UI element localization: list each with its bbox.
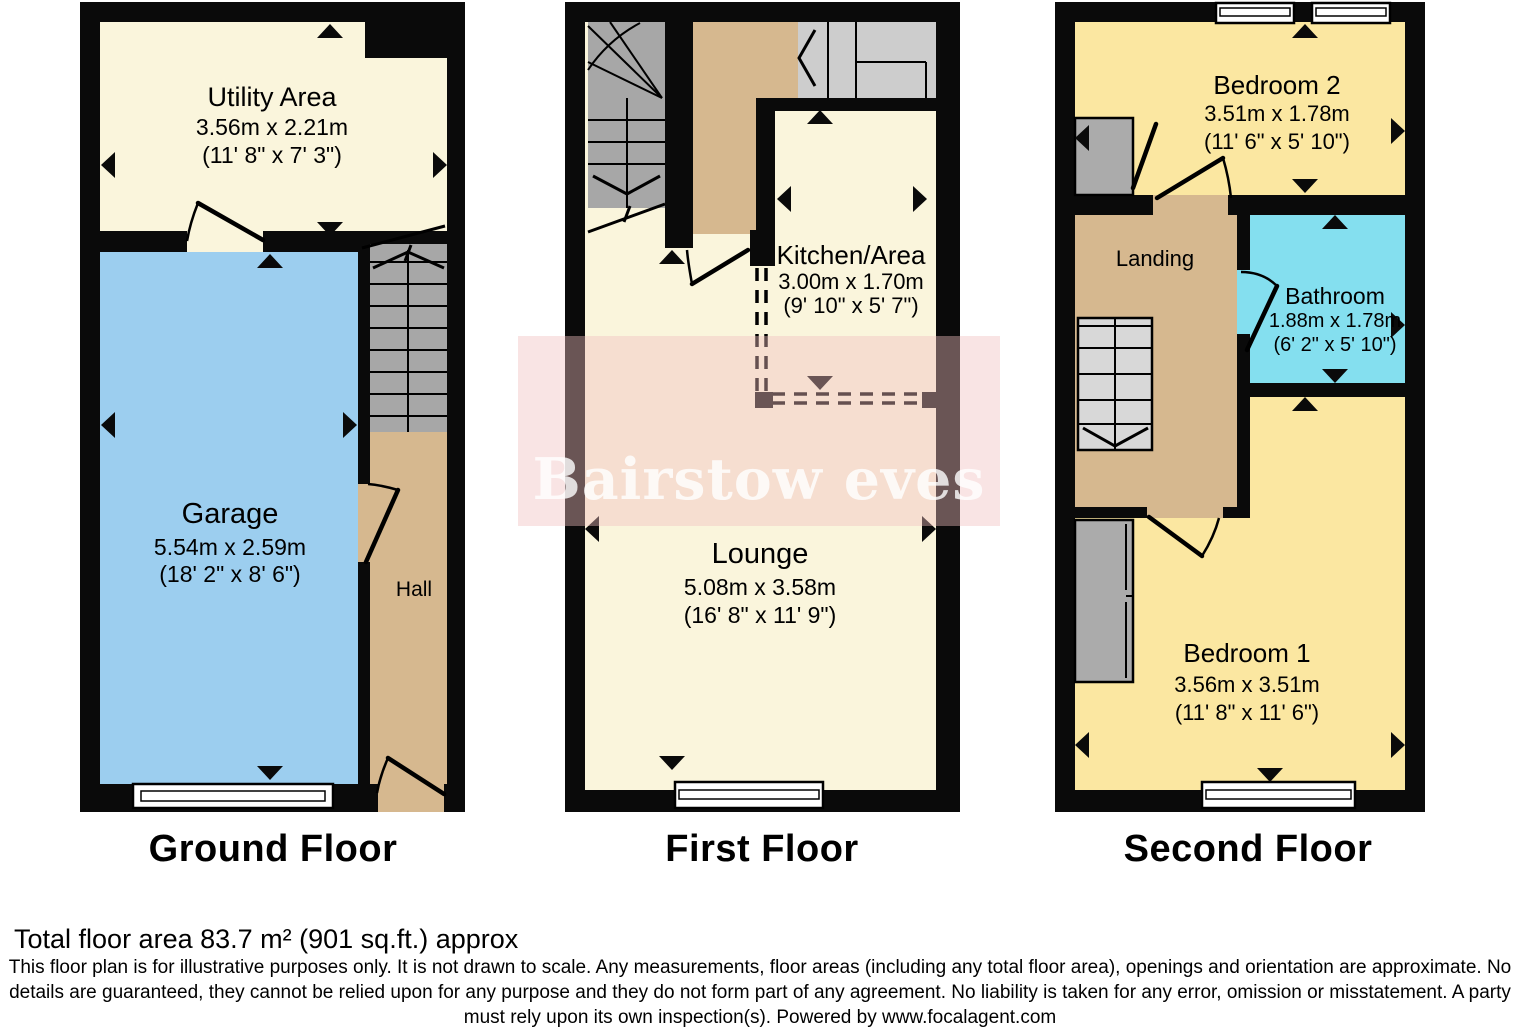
label-landing-name: Landing	[1115, 246, 1195, 271]
bedroom1-window	[1202, 782, 1355, 808]
label-kitchen-dim-m: 3.00m x 1.70m	[778, 269, 924, 294]
stair-wall	[665, 22, 693, 248]
label-bathroom-dim-ft: (6' 2" x 5' 10")	[1273, 334, 1397, 356]
disclaimer-line-2: details are guaranteed, they cannot be relied upon for any purpose and they do not form part of any agreement. No liability is taken for any error, omission or misstatement. A party	[9, 982, 1511, 1003]
disclaimer-line-3: must rely upon its own inspection(s). Powered by www.focalagent.com	[463, 1007, 1057, 1028]
label-bathroom-dim-m: 1.88m x 1.78m	[1268, 310, 1402, 332]
watermark-logo-text: Bairstow eves	[532, 446, 986, 513]
label-bedroom1-dim-ft: (11' 8" x 11' 6")	[1174, 700, 1320, 725]
ground-floor-title: Ground Floor	[148, 828, 398, 870]
first-floor-title: First Floor	[665, 828, 859, 870]
second-floor-title: Second Floor	[1123, 828, 1373, 870]
label-utility-dim-ft: (11' 8" x 7' 3")	[202, 142, 342, 168]
first-floor-landing-corridor	[693, 98, 758, 234]
kitchen-top-wall	[756, 98, 936, 111]
bedroom1-door-opening	[1147, 507, 1223, 518]
label-lounge-dim-ft: (16' 8" x 11' 9")	[683, 602, 837, 628]
first-floor-landing-top	[693, 22, 798, 98]
bedroom2-door-opening	[1153, 195, 1228, 215]
total-floor-area: Total floor area 83.7 m² (901 sq.ft.) approx	[14, 924, 519, 954]
bathroom-door-opening	[1237, 270, 1250, 334]
bedroom1-wardrobe	[1075, 520, 1133, 682]
label-bedroom1-name: Bedroom 1	[1183, 638, 1311, 668]
label-kitchen-dim-ft: (9' 10" x 5' 7")	[783, 293, 919, 318]
label-bedroom2-dim-m: 3.51m x 1.78m	[1204, 101, 1350, 126]
label-lounge-name: Lounge	[711, 538, 809, 570]
label-hall-name: Hall	[395, 578, 433, 601]
label-kitchen-name: Kitchen/Area	[776, 240, 926, 270]
lounge-window	[675, 782, 823, 808]
label-utility-dim-m: 3.56m x 2.21m	[195, 114, 349, 140]
label-garage-name: Garage	[181, 498, 279, 530]
corridor-door-post	[750, 230, 770, 266]
second-floor-stairs	[1078, 318, 1152, 450]
disclaimer-line-1: This floor plan is for illustrative purposes only. It is not drawn to scale. Any measurements, floor areas (including any total floor area), openings and orientation are approximate. No	[8, 957, 1512, 978]
label-bedroom2-dim-ft: (11' 6" x 5' 10")	[1204, 129, 1350, 154]
label-lounge-dim-m: 5.08m x 3.58m	[683, 574, 837, 600]
label-bedroom2-name: Bedroom 2	[1213, 70, 1341, 100]
first-floor-stairs-up	[798, 22, 936, 98]
utility-corner-notch	[365, 22, 447, 58]
label-bedroom1-dim-m: 3.56m x 3.51m	[1174, 672, 1320, 697]
label-bathroom-name: Bathroom	[1285, 283, 1385, 309]
label-garage-dim-m: 5.54m x 2.59m	[153, 534, 307, 560]
hall-door-opening	[358, 484, 370, 562]
label-utility-name: Utility Area	[207, 82, 337, 112]
label-garage-dim-ft: (18' 2" x 8' 6")	[159, 561, 301, 587]
garage-door	[133, 784, 333, 808]
bedroom1-floor-right	[1250, 397, 1405, 790]
